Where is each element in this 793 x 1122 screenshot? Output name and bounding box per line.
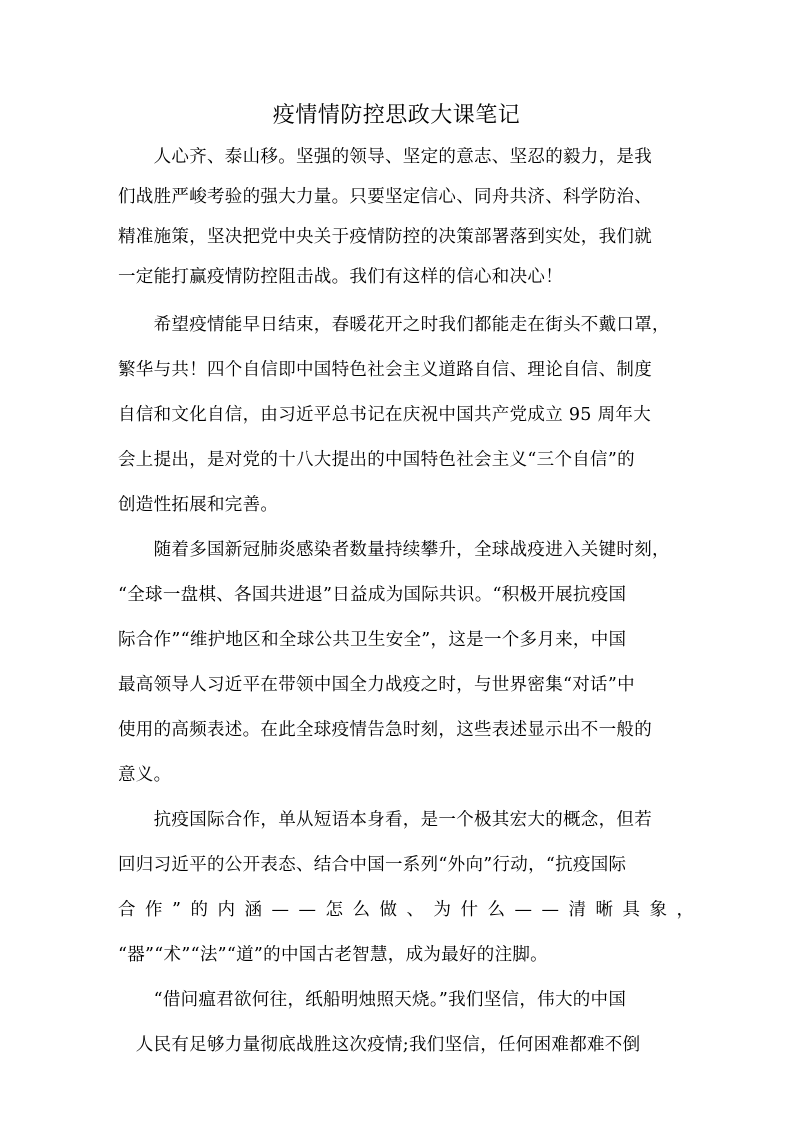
text-line: 繁华与共！四个自信即中国特色社会主义道路自信、理论自信、制度 [118,360,652,380]
text-line: “器”“术”“法”“道”的中国古老智慧，成为最好的注脚。 [118,945,548,965]
text-line: 最高领导人习近平在带领中国全力战疫之时，与世界密集“对话”中 [118,675,635,695]
text-line: 回归习近平的公开表态、结合中国一系列“外向”行动，“抗疫国际 [118,855,627,875]
text-line: “全球一盘棋、各国共进退”日益成为国际共识。“积极开展抗疫国 [118,585,627,605]
text-line: 际合作”“维护地区和全球公共卫生安全”，这是一个多月来，中国 [118,630,627,650]
text-line: 人民有足够力量彻底战胜这次疫情;我们坚信，任何困难都难不倒 [118,1035,641,1055]
text-line: 一定能打赢疫情防控阻击战。我们有这样的信心和决心！ [118,267,563,287]
text-line: 创造性拓展和完善。 [118,495,279,515]
document-title: 疫情情防控思政大课笔记 [272,103,521,128]
text-line: 使用的高频表述。在此全球疫情告急时刻，这些表述显示出不一般的 [118,720,652,740]
text-line: 意义。 [118,765,172,785]
text-line: 抗疫国际合作，单从短语本身看，是一个极其宏大的概念，但若 [118,810,652,830]
text-line: 希望疫情能早日结束，春暖花开之时我们都能走在街头不戴口罩， [118,315,670,335]
text-line: 随着多国新冠肺炎感染者数量持续攀升，全球战疫进入关键时刻， [118,540,670,560]
text-line: 会上提出，是对党的十八大提出的中国特色社会主义“三个自信”的 [118,450,635,470]
text-line: “借问瘟君欲何往，纸船明烛照天烧。”我们坚信，伟大的中国 [118,990,627,1010]
text-line: 人心齐、泰山移。坚强的领导、坚定的意志、坚忍的毅力，是我 [118,147,652,167]
text-line: 们战胜严峻考验的强大力量。只要坚定信心、同舟共济、科学防治、 [118,187,652,207]
text-line: 自信和文化自信，由习近平总书记在庆祝中国共产党成立 95 周年大 [118,405,651,425]
text-line: 精准施策，坚决把党中央关于疫情防控的决策部署落到实处，我们就 [118,227,652,247]
text-line: 合作”的内涵——怎么做、为什么——清晰具象， [118,900,704,920]
